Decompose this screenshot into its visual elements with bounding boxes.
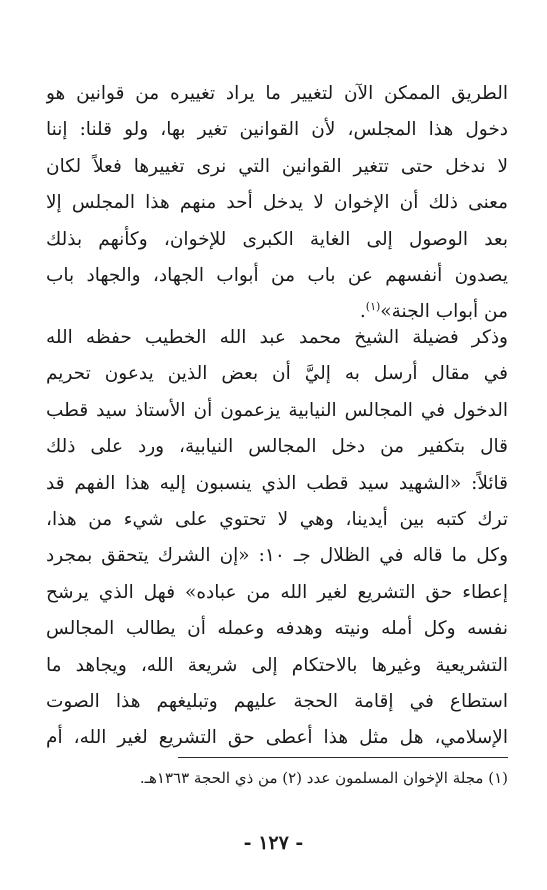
page-number: - ١٢٧ - <box>243 832 304 854</box>
text-line: التشريعية وغيرها بالاحتكام إلى شريعة الله، ويجاهد ما <box>46 654 508 676</box>
text-line: قال بتكفير من دخل المجالس النيابية، ورد على ذلك <box>46 436 508 458</box>
sentence-end: . <box>359 301 366 323</box>
body-paragraph-2 <box>46 320 508 757</box>
text-line: استطاع في إقامة الحجة عليهم وتبليغهم هذا الصوت <box>46 691 508 713</box>
text-line: معنى ذلك أن الإخوان لا يدخل أحد منهم هذا المجلس إلا <box>46 192 508 214</box>
text-line: وكل ما قاله في الظلال جـ ١٠: «إن الشرك يتحقق بمجرد <box>46 545 508 567</box>
text-line: ترك كتبه بين أيدينا، وهي لا تحتوي على شيء من هذا، <box>46 509 508 531</box>
footnote-divider <box>178 757 508 758</box>
text-line: بعد الوصول إلى الغاية الكبرى للإخوان، وكأنهم بذلك <box>46 228 508 250</box>
footnote-reference: (١) <box>365 300 381 314</box>
text-line: لا ندخل حتى تتغير القوانين التي نرى تغييرها فعلاً لكان <box>46 155 508 177</box>
text-line: وذكر فضيلة الشيخ محمد عبد الله الخطيب حفظه الله <box>46 327 508 348</box>
text-line: إعطاء حق التشريع لغير الله من عباده» فهل الذي يرشح <box>46 581 508 603</box>
text-line: الطريق الممكن الآن لتغيير ما يراد تغييره من قوانين هو <box>46 83 508 104</box>
text-line: نفسه وكل أمله ونيته وهدفه وعمله أن يطالب المجالس <box>46 618 508 640</box>
text-line: دخول هذا المجلس، لأن القوانين تغير بها، ولو قلنا: إننا <box>46 119 508 141</box>
body-paragraph-1 <box>46 76 508 331</box>
text-line: في مقال أرسل به إليَّ أن بعض الذين يدعون تحريم <box>46 363 508 385</box>
text-line-content: من أبواب الجنة» <box>380 301 508 323</box>
text-line: قائلاً: «الشهيد سيد قطب الذي ينسبون إليه هذا الفهم قد <box>46 472 508 494</box>
text-line: يصدون أنفسهم عن باب من أبواب الجهاد، والجهاد باب <box>46 265 508 287</box>
text-line: الإسلامي، هل مثل هذا أعطى حق التشريع لغير الله، أم <box>46 727 508 749</box>
text-line: الدخول في المجالس النيابية يزعمون أن الأستاذ سيد قطب <box>46 399 508 421</box>
footnote: (١) مجلة الإخوان المسلمون عدد (٢) من ذي الحجة ١٣٦٣هـ. <box>139 769 508 787</box>
